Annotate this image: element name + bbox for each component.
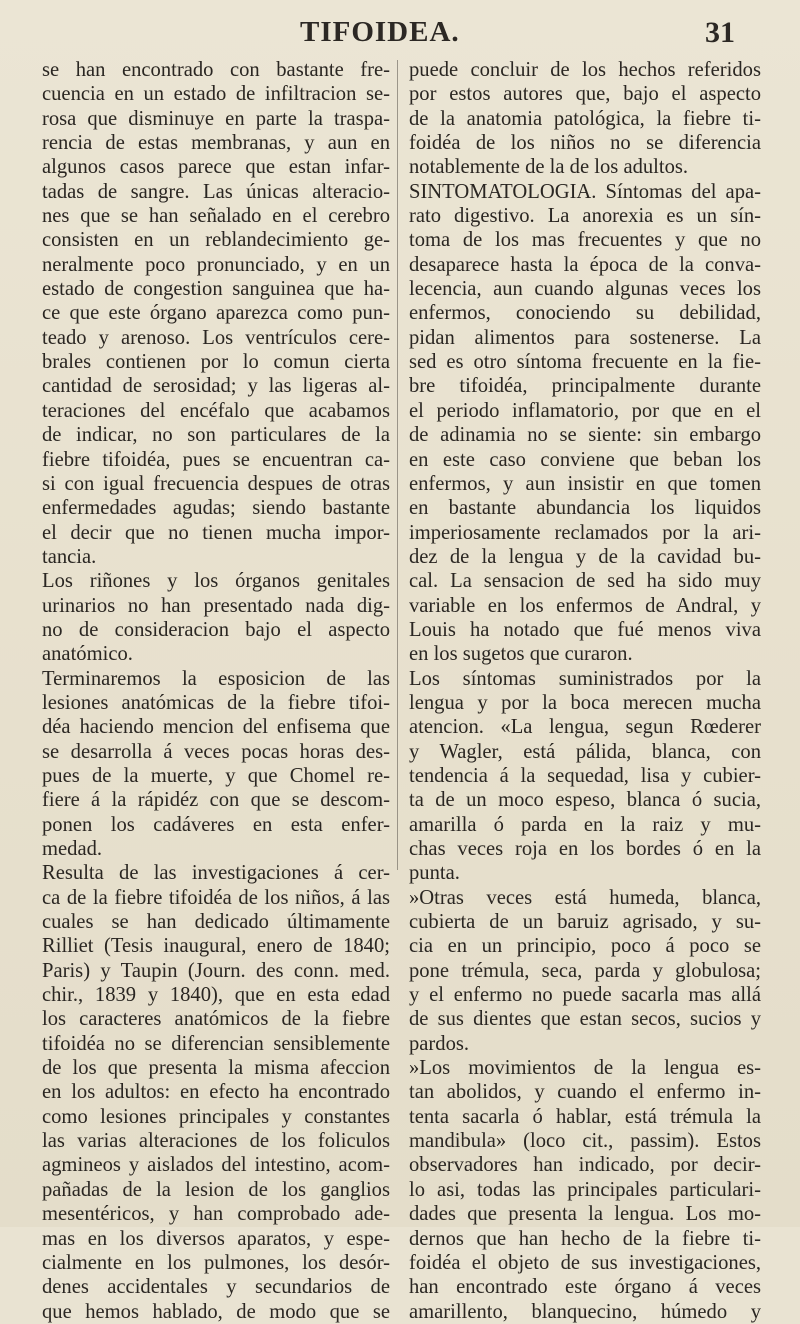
text-line: que hemos hablado, de modo que se xyxy=(42,1300,390,1323)
text-line: y Wagler, está pálida, blanca, con xyxy=(409,740,761,763)
text-line: y el enfermo no puede sacarla mas allá xyxy=(409,984,761,1007)
text-line: agmineos y aislados del intestino, acom- xyxy=(42,1154,390,1177)
text-line: Paris) y Taupin (Journ. des conn. med. xyxy=(42,959,390,982)
text-line: bre tifoidéa, principalmente durante xyxy=(409,375,761,398)
text-line: observadores han indicado, por decir- xyxy=(409,1154,761,1177)
text-line: se desarrolla á veces pocas horas des- xyxy=(42,740,390,763)
text-line: puede concluir de los hechos referidos xyxy=(409,59,761,81)
text-line: cal. La sensacion de sed ha sido muy xyxy=(409,570,761,593)
text-line: Rilliet (Tesis inaugural, enero de 1840; xyxy=(42,935,390,958)
text-line: déa haciendo mencion del enfisema que xyxy=(42,716,390,739)
text-line: en bastante abundancia los liquidos xyxy=(409,497,761,520)
text-line: Resulta de las investigaciones á cer- xyxy=(42,862,390,885)
text-line: mas en los diversos aparatos, y espe- xyxy=(42,1227,390,1250)
text-line: teado y arenoso. Los ventrículos cere- xyxy=(42,326,390,349)
text-line: enfermos, y aun insistir en que tomen xyxy=(409,472,761,495)
running-title: TIFOIDEA. xyxy=(300,16,460,48)
text-line: chas veces roja en los bordes ó en la xyxy=(409,838,761,860)
text-line: mandibula» (loco cit., passim). Estos xyxy=(409,1130,761,1153)
text-line: fiere á la rápidéz con que se descom- xyxy=(42,789,390,812)
text-line: no de consideracion bajo el aspecto xyxy=(42,618,390,641)
text-line: enfermedades agudas; siendo bastante xyxy=(42,497,390,520)
text-line: mesentéricos, y han comprobado ade- xyxy=(42,1203,390,1226)
text-line: anatómico. xyxy=(42,643,133,666)
text-line: cia en un principio, poco á poco se xyxy=(409,935,761,958)
text-line: lesiones anatómicas de la fiebre tifoi- xyxy=(42,691,390,714)
text-line: de sus dientes que estan secos, sucios y xyxy=(409,1008,761,1031)
text-line: ce que este órgano aparezca como pun- xyxy=(42,302,390,325)
text-line: cuencia en un estado de infiltracion se- xyxy=(42,83,390,106)
text-line: urinarios no han presentado nada dig- xyxy=(42,594,390,617)
text-line: en los adultos: en efecto ha encontrado xyxy=(42,1081,390,1104)
text-line: tan abolidos, y cuando el enfermo in- xyxy=(409,1081,761,1104)
text-line: SINTOMATOLOGIA. Síntomas del apa- xyxy=(409,180,761,203)
text-line: ponen los cadáveres en esta enfer- xyxy=(42,813,390,836)
text-line: de adinamia no se siente: sin embargo xyxy=(409,424,761,447)
text-line: cialmente en los pulmones, los desór- xyxy=(42,1251,390,1274)
text-line: Los riñones y los órganos genitales xyxy=(42,570,390,593)
text-line: lecencia, aun cuando algunas veces los xyxy=(409,278,761,301)
text-line: de los que presenta la misma afeccion xyxy=(42,1057,390,1080)
text-line: lengua y por la boca merecen mucha xyxy=(409,691,761,714)
text-line: si con igual frecuencia despues de otras xyxy=(42,472,390,495)
text-line: imperiosamente reclamados por la ari- xyxy=(409,521,761,544)
text-line: consisten en un reblandecimiento ge- xyxy=(42,229,390,252)
text-line: amarillento, blanquecino, húmedo y xyxy=(409,1300,761,1323)
text-line: cubierta de un baruiz agrisado, y su- xyxy=(409,911,761,934)
text-line: chir., 1839 y 1840), que en esta edad xyxy=(42,984,390,1007)
text-line: pañadas de la lesion de los ganglios xyxy=(42,1178,390,1201)
text-line: pone trémula, seca, parda y globulosa; xyxy=(409,959,761,982)
text-line: fiebre tifoidéa, pues se encuentran ca- xyxy=(42,448,390,471)
text-line: pues de la muerte, y que Chomel re- xyxy=(42,764,390,787)
text-line: tenta sacarla ó hablar, está trémula la xyxy=(409,1105,761,1128)
text-line: »Otras veces está humeda, blanca, xyxy=(409,886,761,909)
text-line: Los síntomas suministrados por la xyxy=(409,667,761,690)
text-line: amarilla ó parda en la raiz y mu- xyxy=(409,813,761,836)
text-line: Louis ha notado que fué menos viva xyxy=(409,618,761,641)
text-line: ta de un moco espeso, blanca ó sucia, xyxy=(409,789,761,812)
text-line: teraciones del encéfalo que acabamos xyxy=(42,399,390,422)
text-line: »Los movimientos de la lengua es- xyxy=(409,1057,761,1080)
text-line: tadas de sangre. Las únicas alteracio- xyxy=(42,180,390,203)
text-line: rencia de estas membranas, y aun en xyxy=(42,132,390,155)
text-line: las varias alteraciones de los foliculos xyxy=(42,1130,390,1153)
text-line: rato digestivo. La anorexia es un sín- xyxy=(409,205,761,228)
text-line: medad. xyxy=(42,838,103,860)
text-line: notablemente de la de los adultos. xyxy=(409,156,689,179)
blank-lower-margin xyxy=(0,900,800,1227)
text-line: de indicar, no son particulares de la xyxy=(42,424,390,447)
text-line: punta. xyxy=(409,862,460,885)
text-line: foidéa el objeto de sus investigaciones, xyxy=(409,1251,761,1274)
text-line: rosa que disminuye en parte la traspa- xyxy=(42,107,390,130)
text-line: por estos autores que, bajo el aspecto xyxy=(409,83,761,106)
text-line: sed es otro síntoma frecuente en la fie- xyxy=(409,351,761,374)
text-line: de la anatomia patológica, la fiebre ti- xyxy=(409,107,761,130)
text-line: atencion. «La lengua, segun Rœderer xyxy=(409,716,761,739)
text-line: algunos casos parece que estan infar- xyxy=(42,156,390,179)
text-line: neralmente poco pronunciado, y en un xyxy=(42,253,390,276)
column-divider xyxy=(397,60,398,870)
text-line: desaparece hasta la época de la conva- xyxy=(409,253,761,276)
text-line: se han encontrado con bastante fre- xyxy=(42,59,390,81)
text-line: enfermos, conociendo su debilidad, xyxy=(409,302,761,325)
text-line: toma de los mas frecuentes y que no xyxy=(409,229,761,252)
text-line: lo asi, todas las principales particulari- xyxy=(409,1178,761,1201)
text-line: estado de congestion sanguinea que ha- xyxy=(42,278,390,301)
text-line: ca de la fiebre tifoidéa de los niños, á las xyxy=(42,886,390,909)
text-line: dades que presenta la lengua. Los mo- xyxy=(409,1203,761,1226)
text-line: en los sugetos que curaron. xyxy=(409,643,633,666)
page-header xyxy=(0,12,800,52)
text-line: el decir que no tienen mucha impor- xyxy=(42,521,390,544)
text-line: pidan alimentos para sostenerse. La xyxy=(409,326,761,349)
text-line: brales contienen por lo comun cierta xyxy=(42,351,390,374)
text-line: denes accidentales y secundarios de xyxy=(42,1276,390,1299)
text-line: dernos que han hecho de la fiebre ti- xyxy=(409,1227,761,1250)
text-line: pardos. xyxy=(409,1032,470,1055)
text-line: como lesiones principales y constantes xyxy=(42,1105,390,1128)
text-line: el periodo inflamatorio, por que en el xyxy=(409,399,761,422)
text-line: tendencia á la sequedad, lisa y cubier- xyxy=(409,764,761,787)
text-line: Terminaremos la esposicion de las xyxy=(42,667,390,690)
text-line: en este caso conviene que beban los xyxy=(409,448,761,471)
text-line: han encontrado este órgano á veces xyxy=(409,1276,761,1299)
page-number: 31 xyxy=(705,16,735,49)
text-line: tancia. xyxy=(42,545,97,568)
text-line: foidéa de los niños no se diferencia xyxy=(409,132,761,155)
text-line: cuales se han dedicado últimamente xyxy=(42,911,390,934)
text-line: variable en los enfermos de Andral, y xyxy=(409,594,761,617)
text-line: dez de la lengua y de la cavidad bu- xyxy=(409,545,761,568)
text-line: cantidad de serosidad; y las ligeras al- xyxy=(42,375,390,398)
text-line: nes que se han señalado en el cerebro xyxy=(42,205,390,228)
text-line: tifoidéa no se diferencian sensiblemente xyxy=(42,1032,390,1055)
text-line: los caracteres anatómicos de la fiebre xyxy=(42,1008,390,1031)
